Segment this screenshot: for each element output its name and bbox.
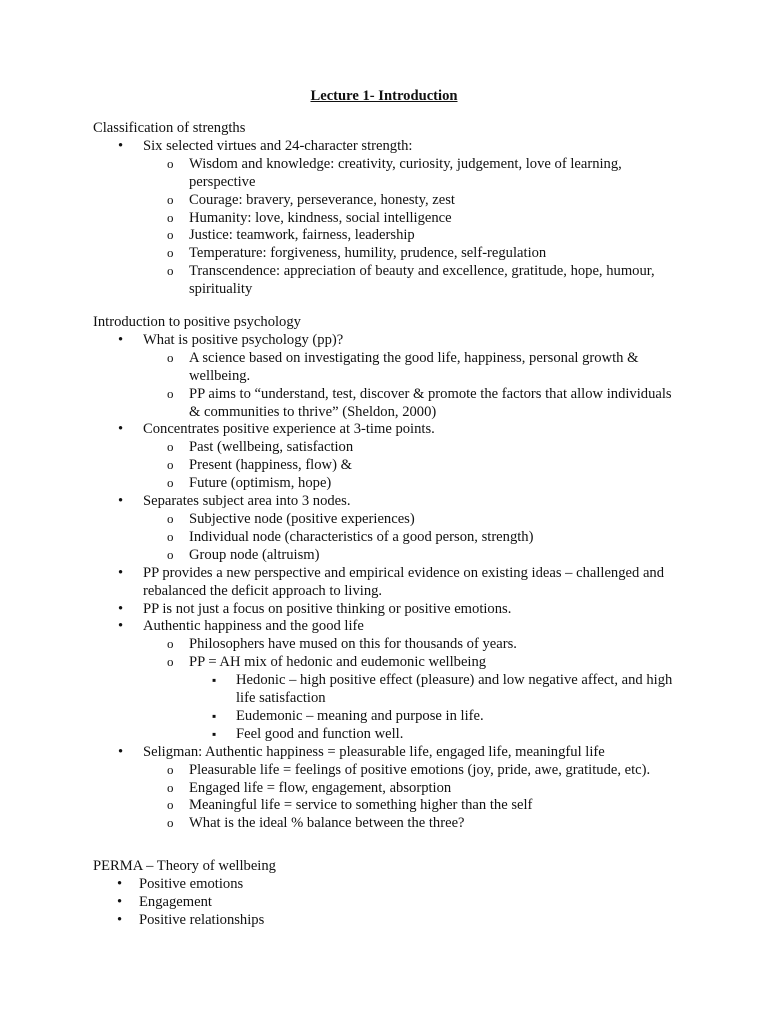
section-heading: PERMA – Theory of wellbeing [93,858,276,874]
sub-list-item [189,815,673,833]
section-perma [93,858,693,930]
sub-item-text: Past (wellbeing, satisfaction [189,439,354,456]
sub-item-text: Meaningful life = service to something higher than the self [189,797,533,814]
bullet-list [93,332,673,833]
sub-item-text: PP = AH mix of hedonic and eudemonic wellbeing [189,654,487,671]
sub-list [143,439,673,493]
sub-sub-list-item [236,672,673,708]
sub-list-item [189,263,669,299]
list-item-text: Positive emotions [139,875,244,892]
sub-list-item [189,192,693,210]
list-item-text: Separates subject area into 3 nodes. [143,493,351,510]
sub-list-item [189,654,673,744]
sub-item-text: Present (happiness, flow) & [189,457,352,474]
sub-sub-list-item [236,726,673,744]
list-item-text: Seligman: Authentic happiness = pleasurable life, engaged life, meaningful life [143,743,605,760]
list-item-text: Six selected virtues and 24-character strength: [143,137,413,154]
sub-list-item [189,636,673,654]
sub-list-item [189,797,673,815]
sub-item-text: PP aims to “understand, test, discover & promote the factors that allow individuals & communities to thrive” (Sheldon, 2000) [189,385,672,420]
sub-list [143,511,673,565]
sub-item-text: Philosophers have mused on this for thousands of years. [189,636,517,653]
sub-item-text: Courage: bravery, perseverance, honesty, zest [189,191,455,208]
sub-list-item [189,457,673,475]
list-item [143,618,673,743]
list-item [139,876,693,894]
list-item-text: PP provides a new perspective and empirical evidence on existing ideas – challenged and rebalanced the deficit approach to living. [143,564,665,599]
sub-sub-item-text: Feel good and function well. [236,725,404,742]
section-classification [93,120,693,299]
sub-item-text: Future (optimism, hope) [189,475,332,492]
list-item-text: Authentic happiness and the good life [143,618,364,635]
sub-list [143,636,673,743]
section-heading: Introduction to positive psychology [93,314,301,330]
sub-item-text: Transcendence: appreciation of beauty and excellence, gratitude, hope, humour, spirituality [189,263,655,298]
sub-item-text: Justice: teamwork, fairness, leadership [189,227,415,244]
sub-list-item [189,511,673,529]
list-item [139,912,693,930]
sub-list-item [189,780,673,798]
list-item [139,894,693,912]
list-item [143,421,673,493]
list-item-text: Positive relationships [139,911,265,928]
list-item [143,332,673,422]
sub-list-item [189,350,673,386]
list-item-text: PP is not just a focus on positive thinking or positive emotions. [143,600,512,617]
sub-item-text: Temperature: forgiveness, humility, prudence, self-regulation [189,245,547,262]
sub-sub-item-text: Hedonic – high positive effect (pleasure) and low negative affect, and high life satisfaction [236,672,673,707]
page-title: Lecture 1- Introduction [310,88,458,104]
sub-item-text: Wisdom and knowledge: creativity, curiosity, judgement, love of learning, perspective [189,155,622,190]
sub-list-item [189,386,673,422]
sub-item-text: Humanity: love, kindness, social intelligence [189,209,452,226]
sub-list [143,156,693,299]
sub-list-item [189,762,673,780]
sub-item-text: Pleasurable life = feelings of positive emotions (joy, pride, awe, gratitude, etc). [189,761,651,778]
sub-list [143,350,673,422]
sub-list [143,762,673,834]
sub-sub-item-text: Eudemonic – meaning and purpose in life. [236,707,484,724]
section-positive-psychology [93,314,693,833]
list-item [143,744,673,834]
sub-item-text: What is the ideal % balance between the three? [189,815,465,832]
sub-list-item [189,439,673,457]
list-item-text: Engagement [139,893,212,910]
list-item-text: What is positive psychology (pp)? [143,331,344,348]
section-heading: Classification of strengths [93,120,246,136]
sub-sub-list-item [236,708,673,726]
list-item [143,493,673,565]
sub-list-item [189,529,673,547]
sub-list-item [189,227,693,245]
sub-item-text: Group node (altruism) [189,546,320,563]
list-item [143,601,673,619]
list-item [143,565,673,601]
list-item-text: Concentrates positive experience at 3-time points. [143,421,435,438]
list-item [143,138,693,299]
sub-item-text: Individual node (characteristics of a good person, strength) [189,528,534,545]
sub-item-text: A science based on investigating the good life, happiness, personal growth & wellbeing. [189,349,639,384]
sub-list-item [189,156,669,192]
sub-item-text: Subjective node (positive experiences) [189,510,415,527]
sub-list-item [189,245,693,263]
sub-sub-list [189,672,673,744]
sub-item-text: Engaged life = flow, engagement, absorption [189,779,452,796]
sub-list-item [189,210,693,228]
bullet-list [93,876,693,930]
bullet-list [93,138,693,299]
sub-list-item [189,547,673,565]
sub-list-item [189,475,673,493]
